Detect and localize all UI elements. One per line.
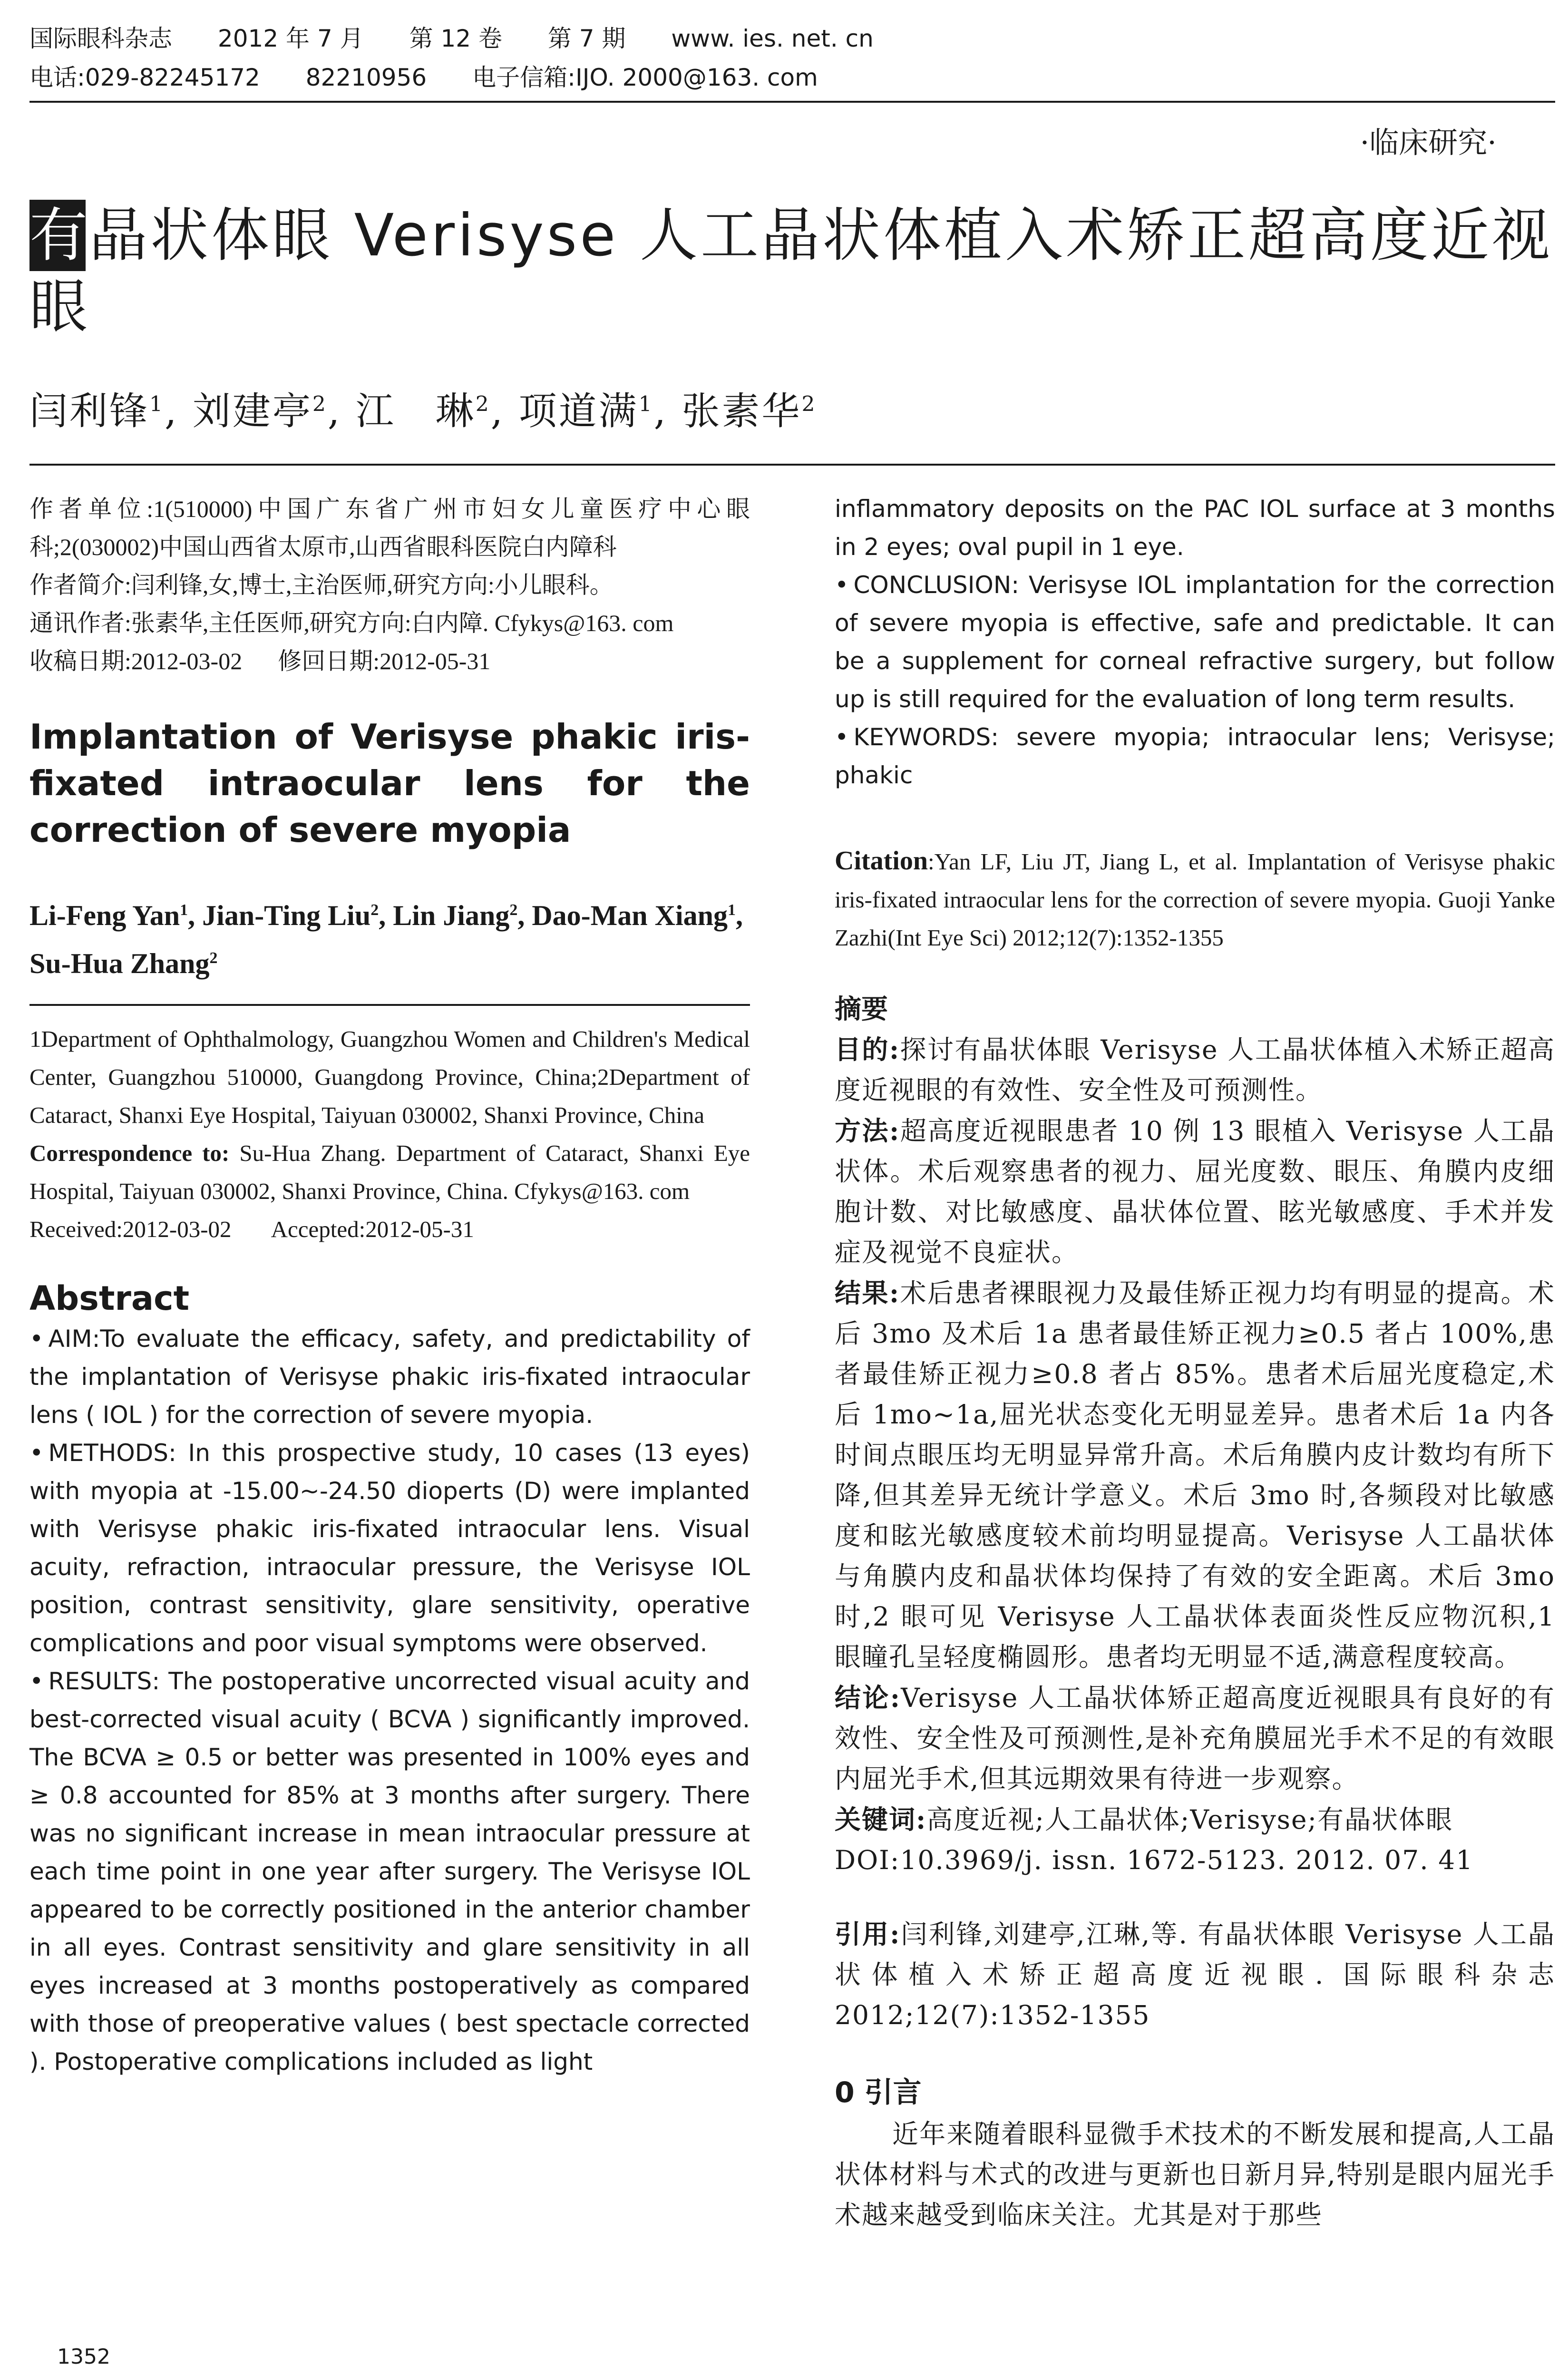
abstract-methods: • METHODS: In this prospective study, 10 cases (13 eyes) with myopia at -15.00~-24.50 dioperts (D) were implanted with Verisyse phakic iris-fixated intraocular lens. Visual acuity, refraction, intraocular pressure, the Verisyse IOL position, contrast sensitivity, glare sensitivity, operative complications and poor visual symptoms were observed. (29, 1439, 750, 1657)
cn-citation: 引用:闫利锋,刘建亭,江琳,等. 有晶状体眼 Verisyse 人工晶状体植入术矫正超高度近视眼. 国际眼科杂志 2012;12(7):1352-1355 (835, 1919, 1555, 2030)
intro-heading: 0 引言 (835, 2076, 922, 2109)
paper-title (29, 200, 1556, 342)
left-column (29, 490, 750, 2081)
cn-abstract-heading: 摘要 (835, 994, 888, 1025)
journal-name: 国际眼科杂志 (29, 25, 172, 52)
affiliation-block (29, 1020, 750, 1248)
volume: 第 12 卷 (409, 25, 502, 52)
section-tag: ·临床研究· (1360, 125, 1497, 160)
abstract-conclusion: • CONCLUSION: Verisyse IOL implantation for the correction of severe myopia is effective, safe and predictable. It can be a supplement for corneal refractive surgery, but follow up is still required for the evaluation of long term results. (835, 571, 1555, 713)
page-number: 1352 (57, 2345, 110, 2369)
author-cn: 张素华 (682, 389, 802, 433)
cn-conclusion: 结论:Verisyse 人工晶状体矫正超高度近视眼具有良好的有效性、安全性及可预测性,是补充角膜屈光手术不足的有效眼内屈光手术,但其远期效果有待进一步观察。 (835, 1682, 1556, 1794)
intro-paragraph: 近年来随着眼科显微手术技术的不断发展和提高,人工晶状体材料与术式的改进与更新也日新月异,特别是眼内屈光手术越来越受到临床关注。尤其是对于那些 (835, 2119, 1555, 2230)
revised-date: 修回日期:2012-05-31 (278, 648, 491, 674)
email: 电子信箱:IJO. 2000@163. com (472, 64, 818, 91)
abstract-heading: Abstract (29, 1279, 190, 1318)
authors-cn: 闫利锋$^1$, 刘建亭$^2$, 江 琳$^2$, 项道满$^1$, 张素华$^2$ (29, 389, 817, 433)
abstract-results: • RESULTS: The postoperative uncorrected visual acuity and best-corrected visual acuity ( BCVA ) significantly improved. The BCVA ≥ 0.5 or better was presented in 100% eyes and ≥ 0.8 accounted for 85% at 3 months after surgery. There was no significant increase in mean intraocular pressure at each time point in one year after surgery. The Verisyse IOL appeared to be correctly positioned in the anterior chamber in all eyes. Contrast sensitivity and glare sensitivity in all eyes increased at 3 months postoperatively as compared with those of preoperative values ( best spectacle corrected ). Postoperative complications included as light (29, 1667, 750, 2075)
affiliation-rule (29, 1004, 750, 1006)
author-bio: 作者简介:闫利锋,女,博士,主治医师,研究方向:小儿眼科。 (29, 572, 614, 598)
english-authors: Li-Feng Yan$^1$, Jian-Ting Liu$^2$, Lin Jiang$^2$, Dao-Man Xiang$^1$, Su-Hua Zhang$^2$ (29, 900, 743, 979)
citation-label: Citation (835, 846, 928, 876)
cn-aim: 目的:探讨有晶状体眼 Verisyse 人工晶状体植入术矫正超高度近视眼的有效性、安全性及可预测性。 (835, 1034, 1555, 1105)
journal-header (29, 19, 1551, 97)
dates (29, 642, 750, 680)
authors-rule (29, 464, 1555, 466)
issue-date: 2012 年 7 月 (217, 25, 364, 52)
cn-results: 结果:术后患者裸眼视力及最佳矫正视力均有明显的提高。术后 3mo 及术后 1a 患者最佳矫正视力≥0.5 者占 100%,患者最佳矫正视力≥0.8 者占 85%。患者术后屈光度稳定,术后 1mo~1a,屈光状态变化无明显差异。患者术后 1a 内各时间点眼压均无明显异常升高。术后角膜内皮计数均有所下降,但其差异无统计学意义。术后 3mo 时,各频段对比敏感度和眩光敏感度较术前均明显提高。Verisyse 人工晶状体与角膜内皮和晶状体均保持了有效的安全距离。术后 3mo 时,2 眼可见 Verisyse 人工晶状体表面炎性反应物沉积,1 眼瞳孔呈轻度椭圆形。患者均无明显不适,满意程度较高。 (835, 1277, 1555, 1672)
website: www. ies. net. cn (671, 25, 874, 52)
abstract-keywords: • KEYWORDS: severe myopia; intraocular lens; Verisyse; phakic (835, 723, 1555, 789)
author-info (29, 490, 750, 680)
author-cn: 项道满 (518, 389, 639, 433)
citation-en: Citation:Yan LF, Liu JT, Jiang L, et al. Implantation of Verisyse phakic iris-fixated intraocular lens for the correction of severe myopia. Guoji Yanke Zazhi(Int Eye Sci) 2012;12(7):1352-1355 (835, 846, 1555, 951)
title-text: 晶状体眼 Verisyse 人工晶状体植入术矫正超高度近视眼 (29, 202, 1553, 341)
cn-keywords: 关键词:高度近视;人工晶状体;Verisyse;有晶状体眼 (835, 1804, 1453, 1835)
abstract-results-cont: inflammatory deposits on the PAC IOL surface at 3 months in 2 eyes; oval pupil in 1 eye. (835, 495, 1555, 561)
header-line-1 (29, 19, 1551, 58)
received-date: 收稿日期:2012-03-02 (29, 648, 243, 674)
cn-methods: 方法:超高度近视眼患者 10 例 13 眼植入 Verisyse 人工晶状体。术后观察患者的视力、屈光度数、眼压、角膜内皮细胞计数、对比敏感度、晶状体位置、眩光敏感度、手术并发症及视觉不良症状。 (835, 1115, 1555, 1267)
abstract-aim: • AIM:To evaluate the efficacy, safety, and predictability of the implantation of Verisyse phakic iris-fixated intraocular lens ( IOL ) for the correction of severe myopia. (29, 1325, 750, 1429)
author-cn: 闫利锋 (29, 389, 149, 433)
phone-2: 82210956 (305, 64, 427, 91)
english-title: Implantation of Verisyse phakic iris-fixated intraocular lens for the correction of severe myopia (29, 717, 750, 850)
correspondence: Correspondence to: Su-Hua Zhang. Department of Cataract, Shanxi Eye Hospital, Taiyuan 030002, Shanxi Province, China. Cfykys@163. com (29, 1140, 750, 1204)
right-column (835, 490, 1555, 2235)
header-rule (29, 101, 1555, 103)
author-cn: 江 琳 (355, 389, 476, 433)
title-highlight-mark: 有 (29, 200, 86, 271)
issue: 第 7 期 (547, 25, 626, 52)
header-line-2 (29, 58, 1551, 97)
author-cn: 刘建亭 (192, 389, 312, 433)
en-dates: Received:2012-03-02 Accepted:2012-05-31 (29, 1216, 474, 1242)
corresponding-author: 通讯作者:张素华,主任医师,研究方向:白内障. Cfykys@163. com (29, 610, 674, 636)
doi: DOI:10.3969/j. issn. 1672-5123. 2012. 07. 41 (835, 1845, 1474, 1875)
author-unit: 作者单位:1(510000)中国广东省广州市妇女儿童医疗中心眼科;2(030002)中国山西省太原市,山西省眼科医院白内障科 (29, 496, 750, 560)
phone: 电话:029-82245172 (29, 64, 260, 91)
affiliation: 1Department of Ophthalmology, Guangzhou Women and Children's Medical Center, Guangzhou 510000, Guangdong Province, China;2Department of Cataract, Shanxi Eye Hospital, Taiyuan 030002, Shanxi Province, China (29, 1026, 750, 1128)
